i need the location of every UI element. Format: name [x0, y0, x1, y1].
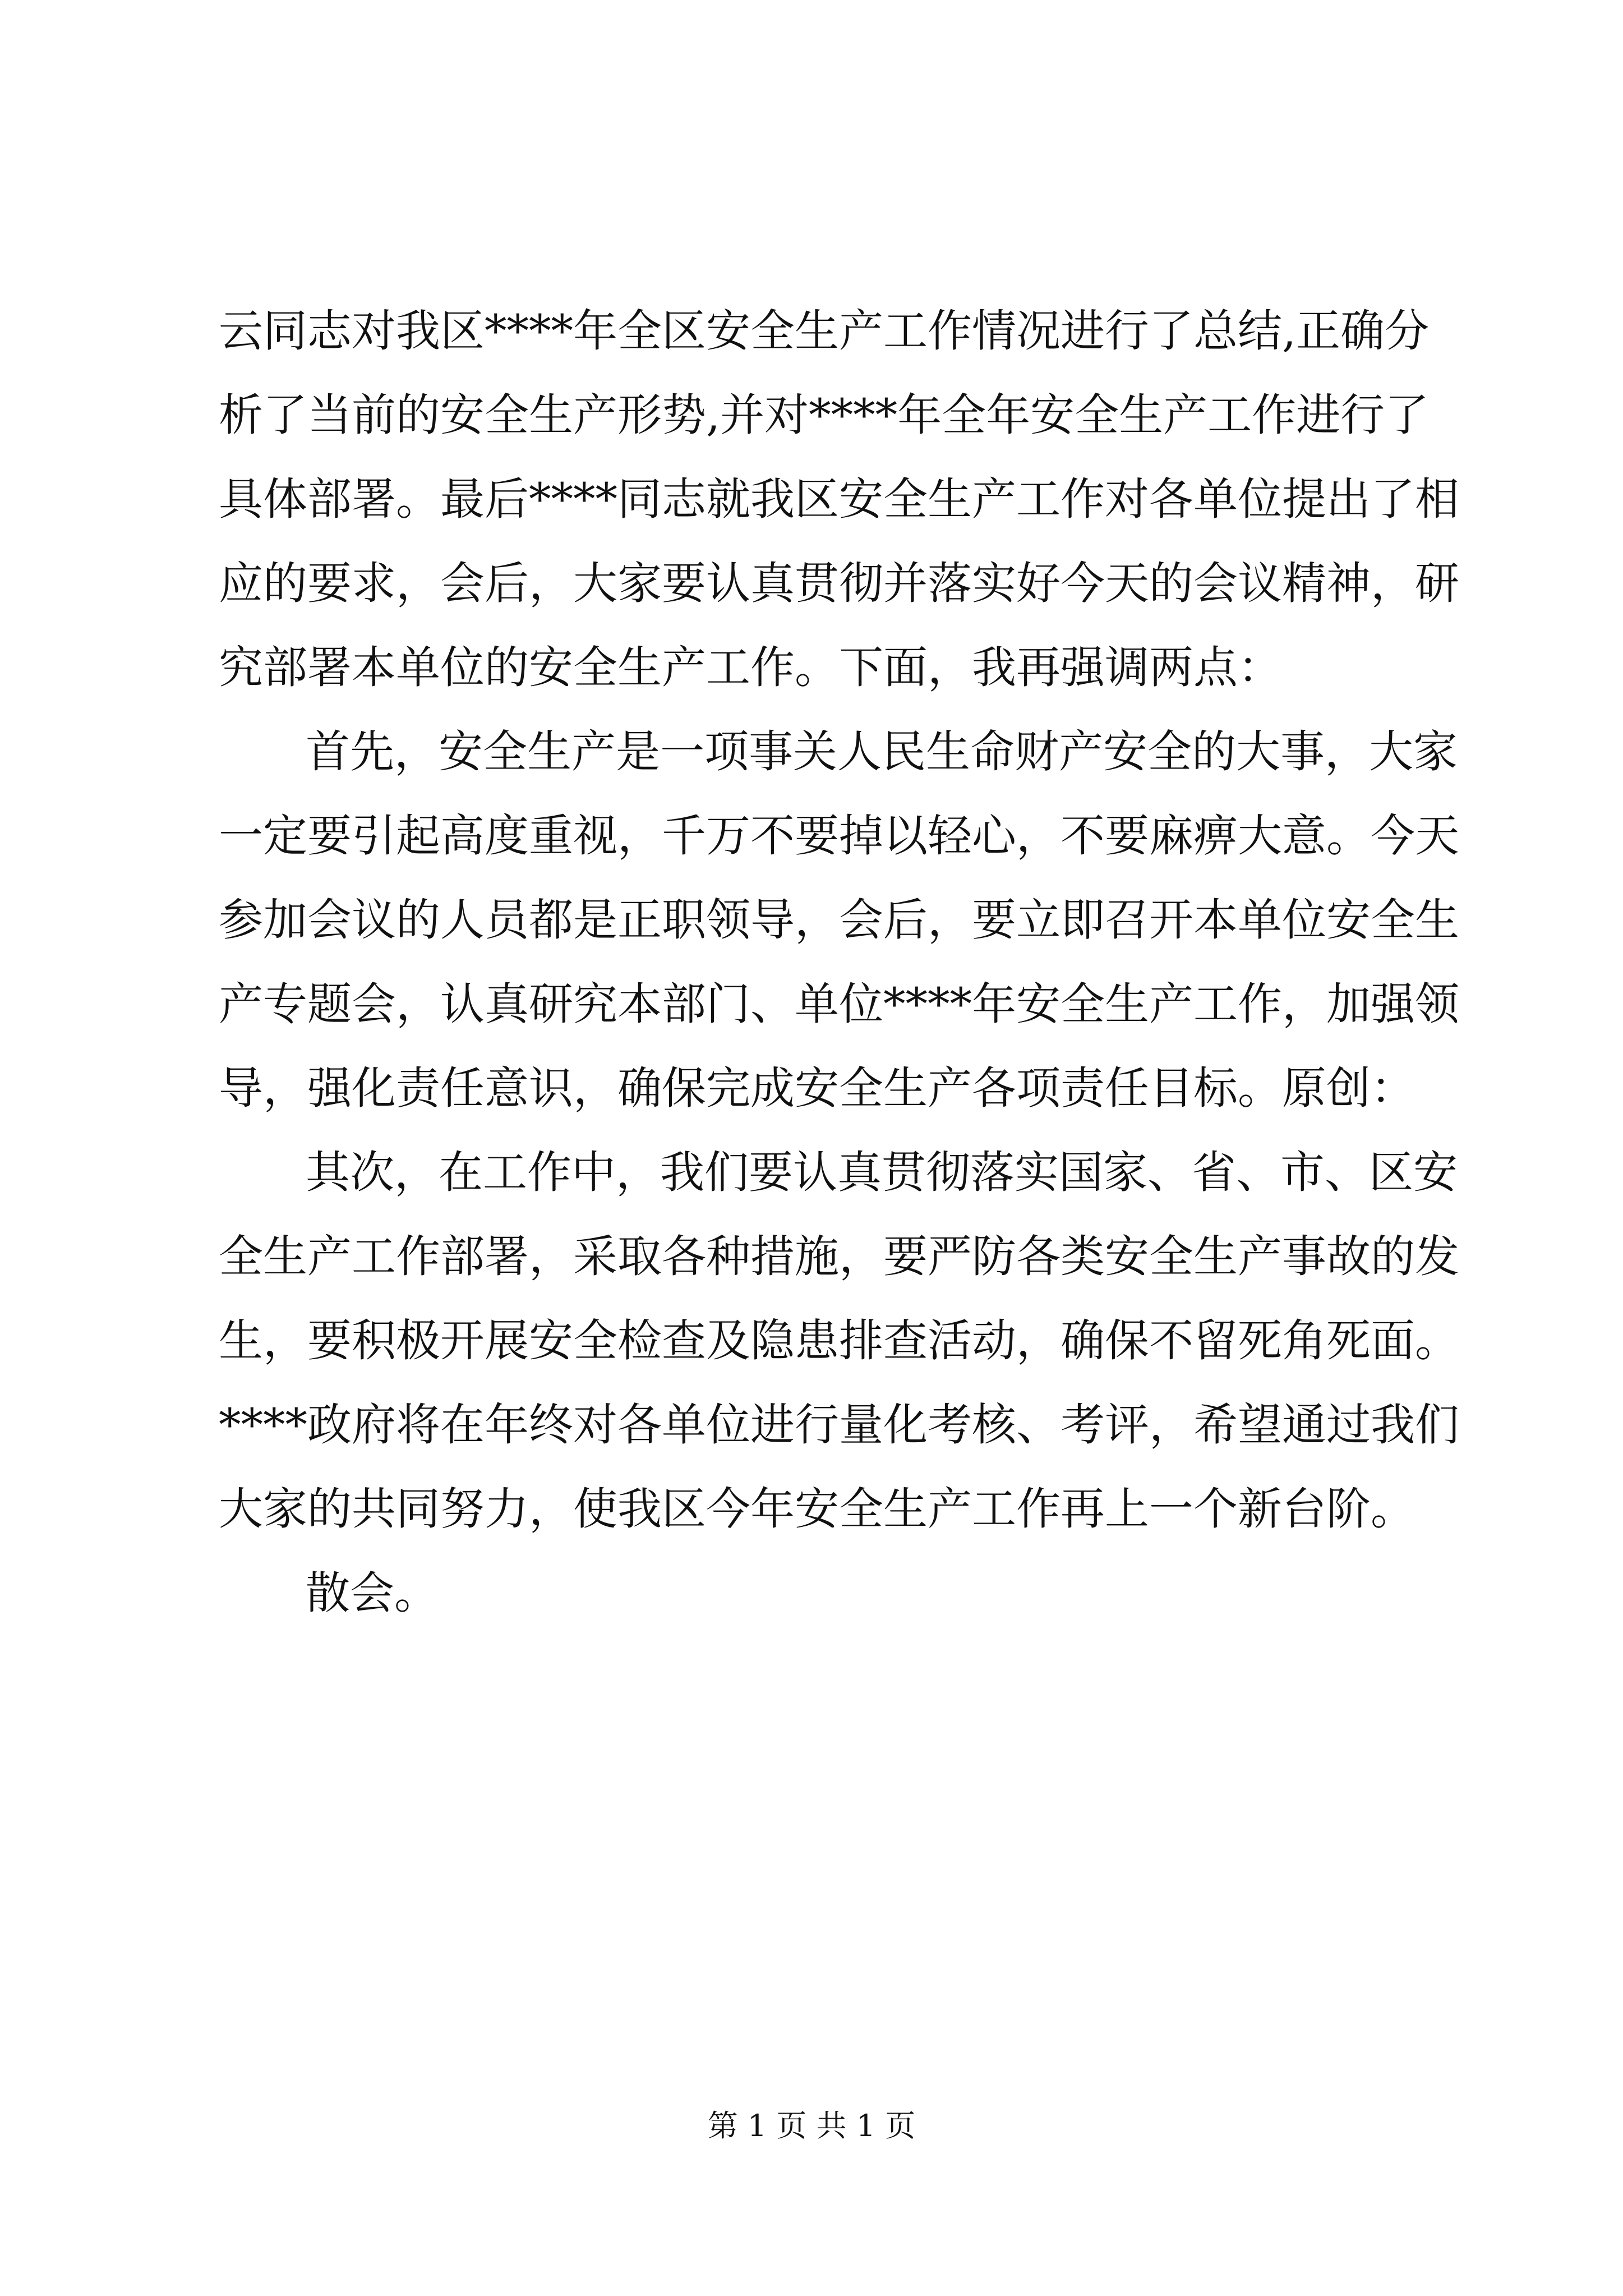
text-line: 具体部署。最后****同志就我区安全生产工作对各单位提出了相	[219, 473, 1459, 525]
text-line: 导，强化责任意识，确保完成安全生产各项责任目标。原创：	[219, 1062, 1415, 1114]
text-line: 产专题会，认真研究本部门、单位****年安全生产工作，加强领	[219, 978, 1459, 1030]
page-footer: 第 1 页 共 1 页	[707, 2108, 916, 2143]
text-line: 全生产工作部署，采取各种措施，要严防各类安全生产事故的发	[219, 1231, 1459, 1282]
text-line: ****政府将在年终对各单位进行量化考核、考评，希望通过我们	[219, 1399, 1459, 1451]
text-line: 应的要求，会后，大家要认真贯彻并落实好今天的会议精神，研	[219, 558, 1459, 609]
text-line: 一定要引起高度重视，千万不要掉以轻心，不要麻痹大意。今天	[219, 810, 1459, 862]
text-line: 究部署本单位的安全生产工作。下面，我再强调两点：	[219, 642, 1282, 693]
text-line: 大家的共同努力，使我区今年安全生产工作再上一个新台阶。	[219, 1483, 1415, 1535]
text-line: 析了当前的安全生产形势,并对****年全年安全生产工作进行了	[219, 389, 1430, 441]
text-line: 云同志对我区****年全区安全生产工作情况进行了总结,正确分	[219, 305, 1430, 357]
paragraph-first-line: 其次，在工作中，我们要认真贯彻落实国家、省、市、区安	[306, 1147, 1458, 1198]
text-line: 生，要积极开展安全检查及隐患排查活动，确保不留死角死面。	[219, 1315, 1459, 1366]
paragraph-first-line: 首先，安全生产是一项事关人民生命财产安全的大事，大家	[306, 726, 1458, 777]
text-line: 参加会议的人员都是正职领导，会后，要立即召开本单位安全生	[219, 894, 1459, 946]
closing-line: 散会。	[306, 1567, 439, 1619]
